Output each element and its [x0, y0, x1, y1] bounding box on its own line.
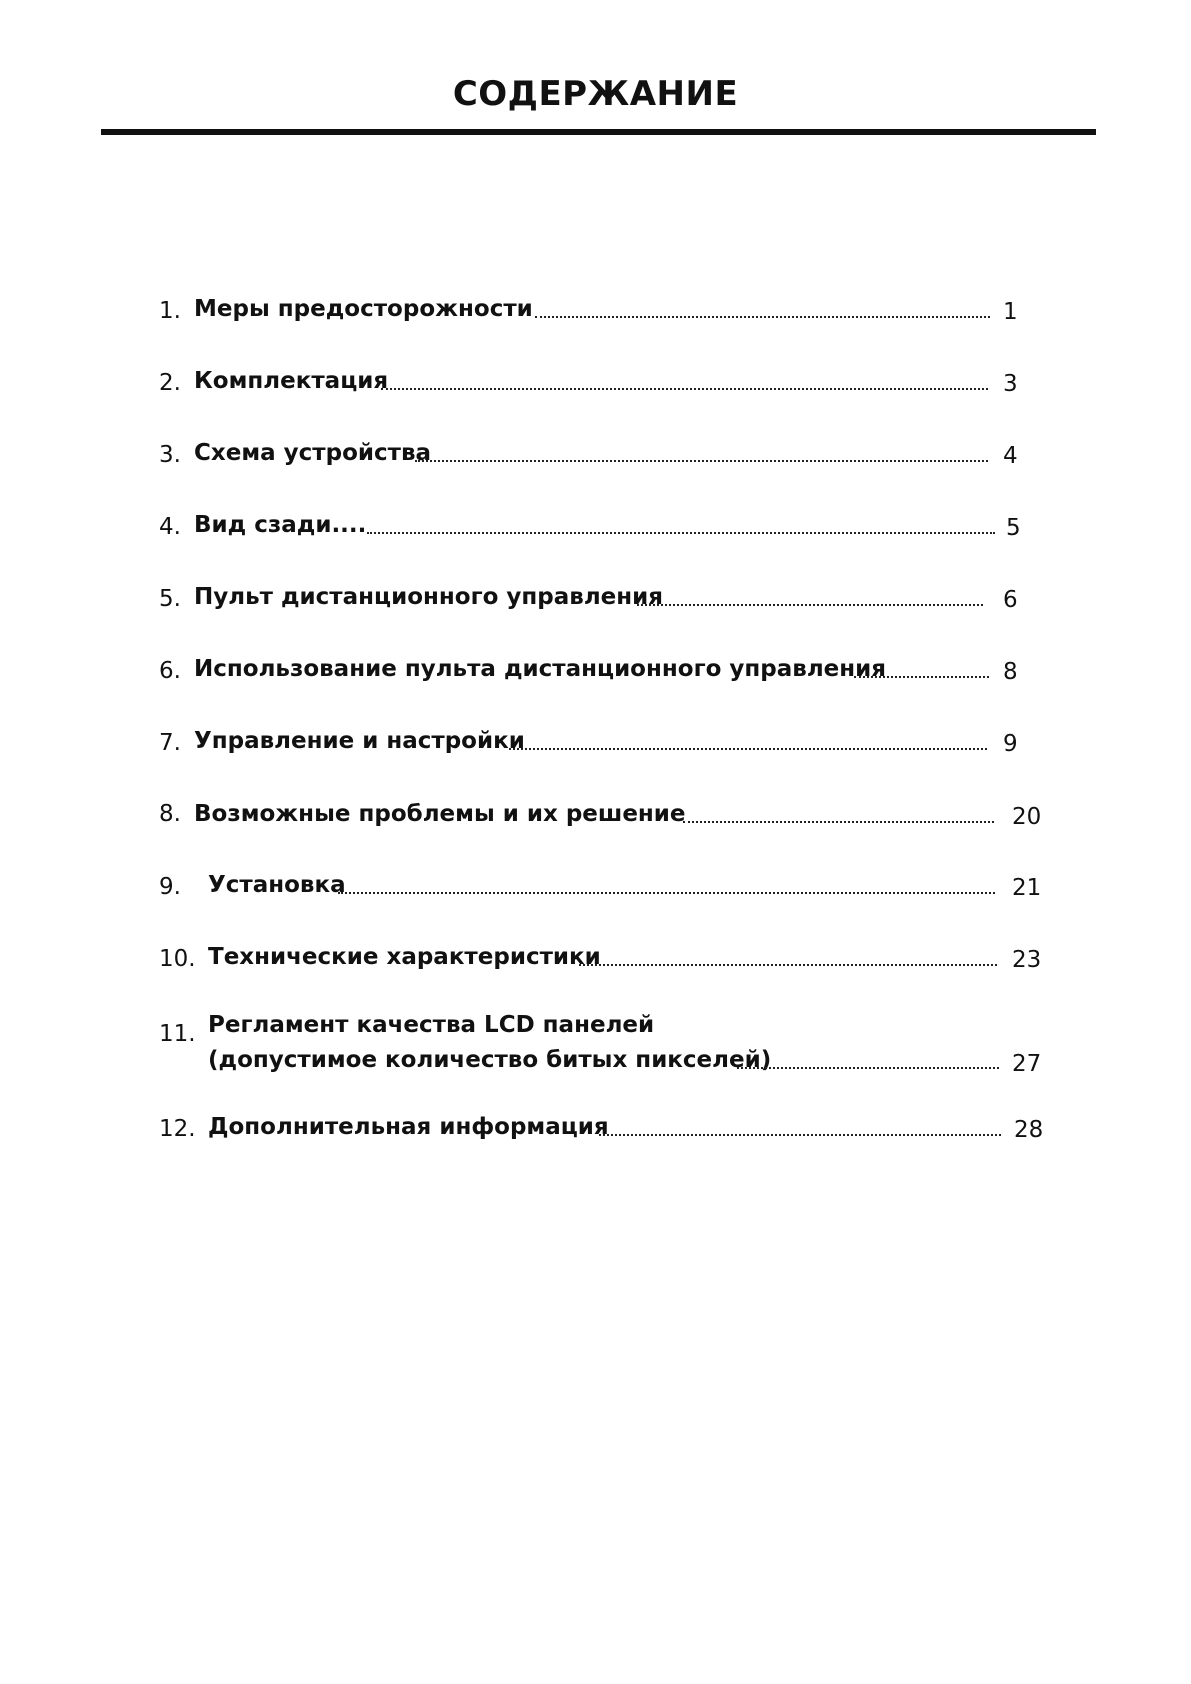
dot-leader	[599, 1132, 1001, 1136]
dot-leader	[415, 458, 988, 462]
page-title: СОДЕРЖАНИЕ	[452, 74, 739, 114]
toc-entry-label: Использование пульта дистанционного управления	[194, 656, 887, 682]
toc-entry-number: 1.	[159, 298, 181, 324]
toc-entry-label: Управление и настройки	[194, 728, 525, 754]
dot-leader	[737, 1065, 999, 1069]
toc-entry-number: 10.	[159, 946, 196, 972]
dot-leader	[854, 674, 989, 678]
toc-entry-page: 9	[1003, 731, 1018, 757]
toc-entry-label: Пульт дистанционного управления	[194, 584, 664, 610]
toc-entry-label: Возможные проблемы и их решение	[194, 801, 686, 827]
dot-leader	[509, 746, 987, 750]
toc-entry-label: Регламент качества LCD панелей	[208, 1012, 655, 1038]
toc-entry-label: Вид сзади....	[194, 512, 367, 538]
dot-leader	[683, 819, 994, 823]
toc-entry-page: 27	[1012, 1051, 1042, 1077]
toc-entry-number: 2.	[159, 370, 181, 396]
toc-entry-page: 6	[1003, 587, 1018, 613]
toc-entry-label: Схема устройства	[194, 440, 432, 466]
dot-leader	[338, 890, 995, 894]
toc-entry-page: 21	[1012, 875, 1042, 901]
toc-entry-label: Дополнительная информация	[208, 1114, 609, 1140]
toc-entry-number: 3.	[159, 442, 181, 468]
toc-entry-number: 9.	[159, 874, 181, 900]
toc-entry-number: 7.	[159, 730, 181, 756]
toc-entry-number: 11.	[159, 1021, 196, 1047]
toc-entry-page: 28	[1014, 1117, 1044, 1143]
toc-entry-page: 3	[1003, 371, 1018, 397]
toc-entry-page: 8	[1003, 659, 1018, 685]
dot-leader	[637, 602, 983, 606]
toc-entry-number: 5.	[159, 586, 181, 612]
toc-entry-label-line2: (допустимое количество битых пикселей)	[208, 1047, 772, 1073]
toc-entry-number: 6.	[159, 658, 181, 684]
dot-leader	[367, 530, 995, 534]
toc-entry-page: 1	[1003, 299, 1018, 325]
toc-entry-page: 23	[1012, 947, 1042, 973]
dot-leader	[535, 314, 990, 318]
toc-entry-label: Комплектация	[194, 368, 389, 394]
toc-entry-page: 20	[1012, 804, 1042, 830]
toc-entry-page: 5	[1006, 515, 1021, 541]
toc-entry-label: Технические характеристики	[208, 944, 601, 970]
toc-entry-label: Меры предосторожности	[194, 296, 533, 322]
toc-entry-number: 8.	[159, 801, 181, 827]
dot-leader	[579, 962, 997, 966]
toc-entry-page: 4	[1003, 443, 1018, 469]
toc-entry-number: 12.	[159, 1116, 196, 1142]
dot-leader	[381, 386, 988, 390]
toc-entry-label: Установка	[208, 872, 346, 898]
toc-entry-number: 4.	[159, 514, 181, 540]
